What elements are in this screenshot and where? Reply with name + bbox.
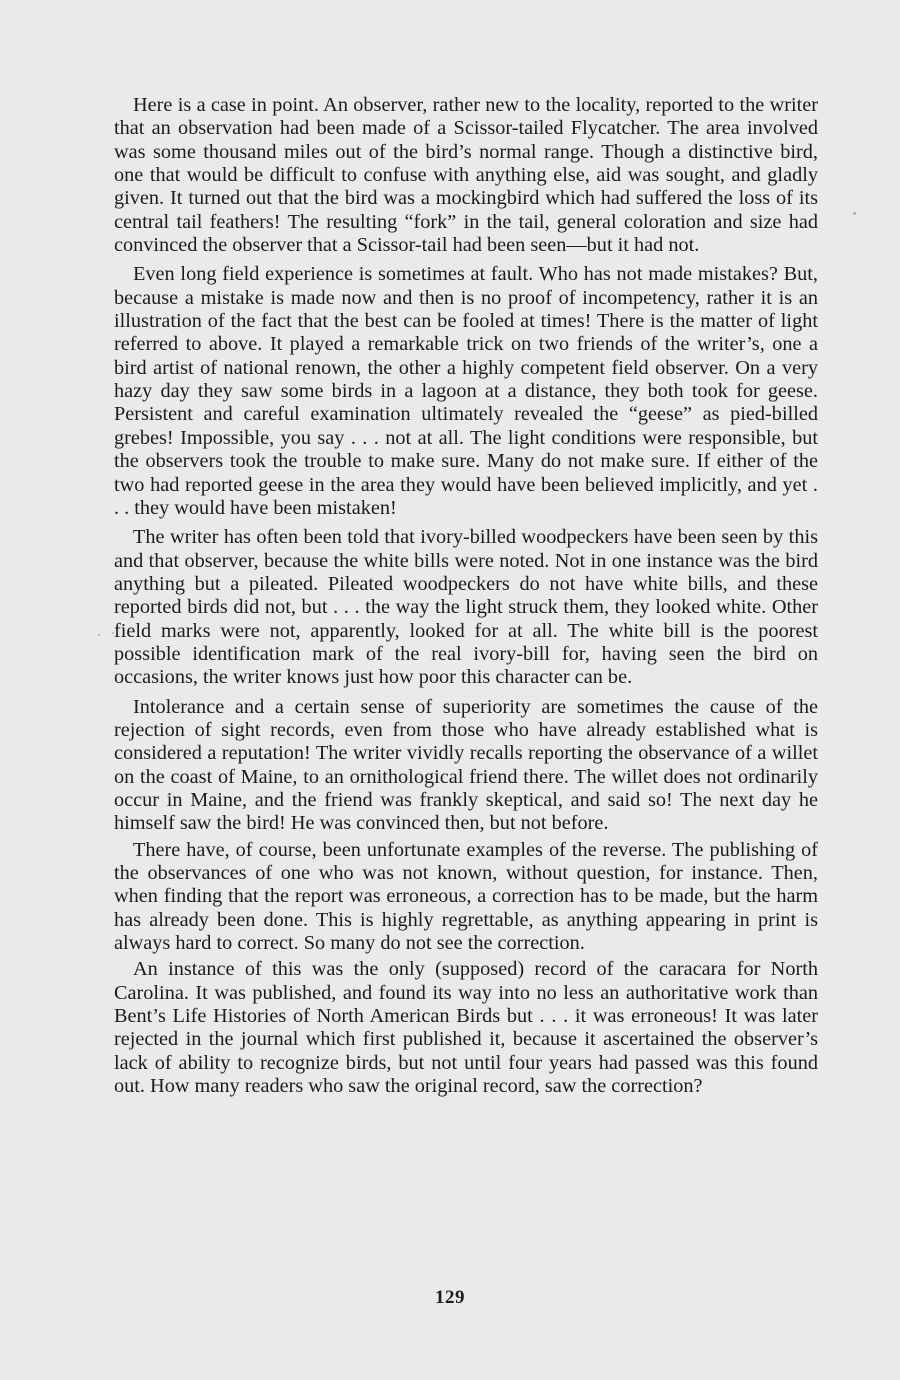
paragraph-1: Here is a case in point. An observer, rather new to the locality, reported to the writer that an observation had been made of a Scissor-tailed Flycatcher. The area involved was some thousand miles out of the bird’s normal range. Though a distinctive bird, one that would be difficult to confuse with anything else, aid was sought, and gladly given. It turned out that the bird was a mockingbird which had suffered the loss of its central tail feathers! The resulting “fork” in the tail, general coloration and size had convinced the observer that a Scissor-tail had been seen—but it had not. [114, 94, 818, 257]
paragraph-3: The writer has often been told that ivory-billed woodpeckers have been seen by this and that observer, because the white bills were noted. Not in one instance was the bird anything but a pileated. Pileated woodpeckers do not have white bills, and these reported birds did not, but . . . the way the light struck them, they looked white. Other field marks were not, apparently, looked for at all. The white bill is the poorest possible identification mark of the real ivory-bill for, having seen the bird on occasions, the writer knows just how poor this character can be. [114, 526, 818, 689]
paper-speck [853, 212, 856, 215]
page-number: 129 [435, 1287, 465, 1308]
paper-speck [98, 634, 100, 636]
paragraph-4: Intolerance and a certain sense of superiority are sometimes the cause of the rejection of sight records, even from those who have already established what is considered a reputation! The writer vividly recalls reporting the observance of a willet on the coast of Maine, to an ornithological friend there. The willet does not ordinarily occur in Maine, and the friend was frankly skeptical, and said so! The next day he himself saw the bird! He was convinced then, but not before. [114, 695, 818, 835]
paragraph-2: Even long field experience is sometimes at fault. Who has not made mistakes? But, because a mistake is made now and then is no proof of incompetency, rather it is an illustration of the fact that the best can be fooled at times! There is the matter of light referred to above. It played a remarkable trick on two friends of the writer’s, one a bird artist of national renown, the other a highly competent field observer. On a very hazy day they saw some birds in a lagoon at a distance, they both took for geese. Persistent and careful examination ultimately revealed the “geese” as pied-billed grebes! Impossible, you say . . . not at all. The light conditions were responsible, but the observers took the trouble to make sure. Many do not make sure. If either of the two had reported geese in the area they would have been believed implicitly, and yet . . . they would have been mistaken! [114, 263, 818, 519]
body-text [114, 94, 818, 1098]
paragraph-5: There have, of course, been unfortunate examples of the reverse. The publishing of the observances of one who was not known, without question, for instance. Then, when finding that the report was erroneous, a correction has to be made, but the harm has already been done. This is highly regrettable, as anything appearing in print is always hard to correct. So many do not see the correction. [114, 838, 818, 955]
paragraph-6: An instance of this was the only (supposed) record of the caracara for North Carolina. It was published, and found its way into no less an authoritative work than Bent’s Life Histories of North American Birds but . . . it was erroneous! It was later rejected in the journal which first published it, because it ascertained the observer’s lack of ability to recognize birds, but not until four years had passed was this found out. How many readers who saw the original record, saw the correction? [114, 958, 818, 1098]
